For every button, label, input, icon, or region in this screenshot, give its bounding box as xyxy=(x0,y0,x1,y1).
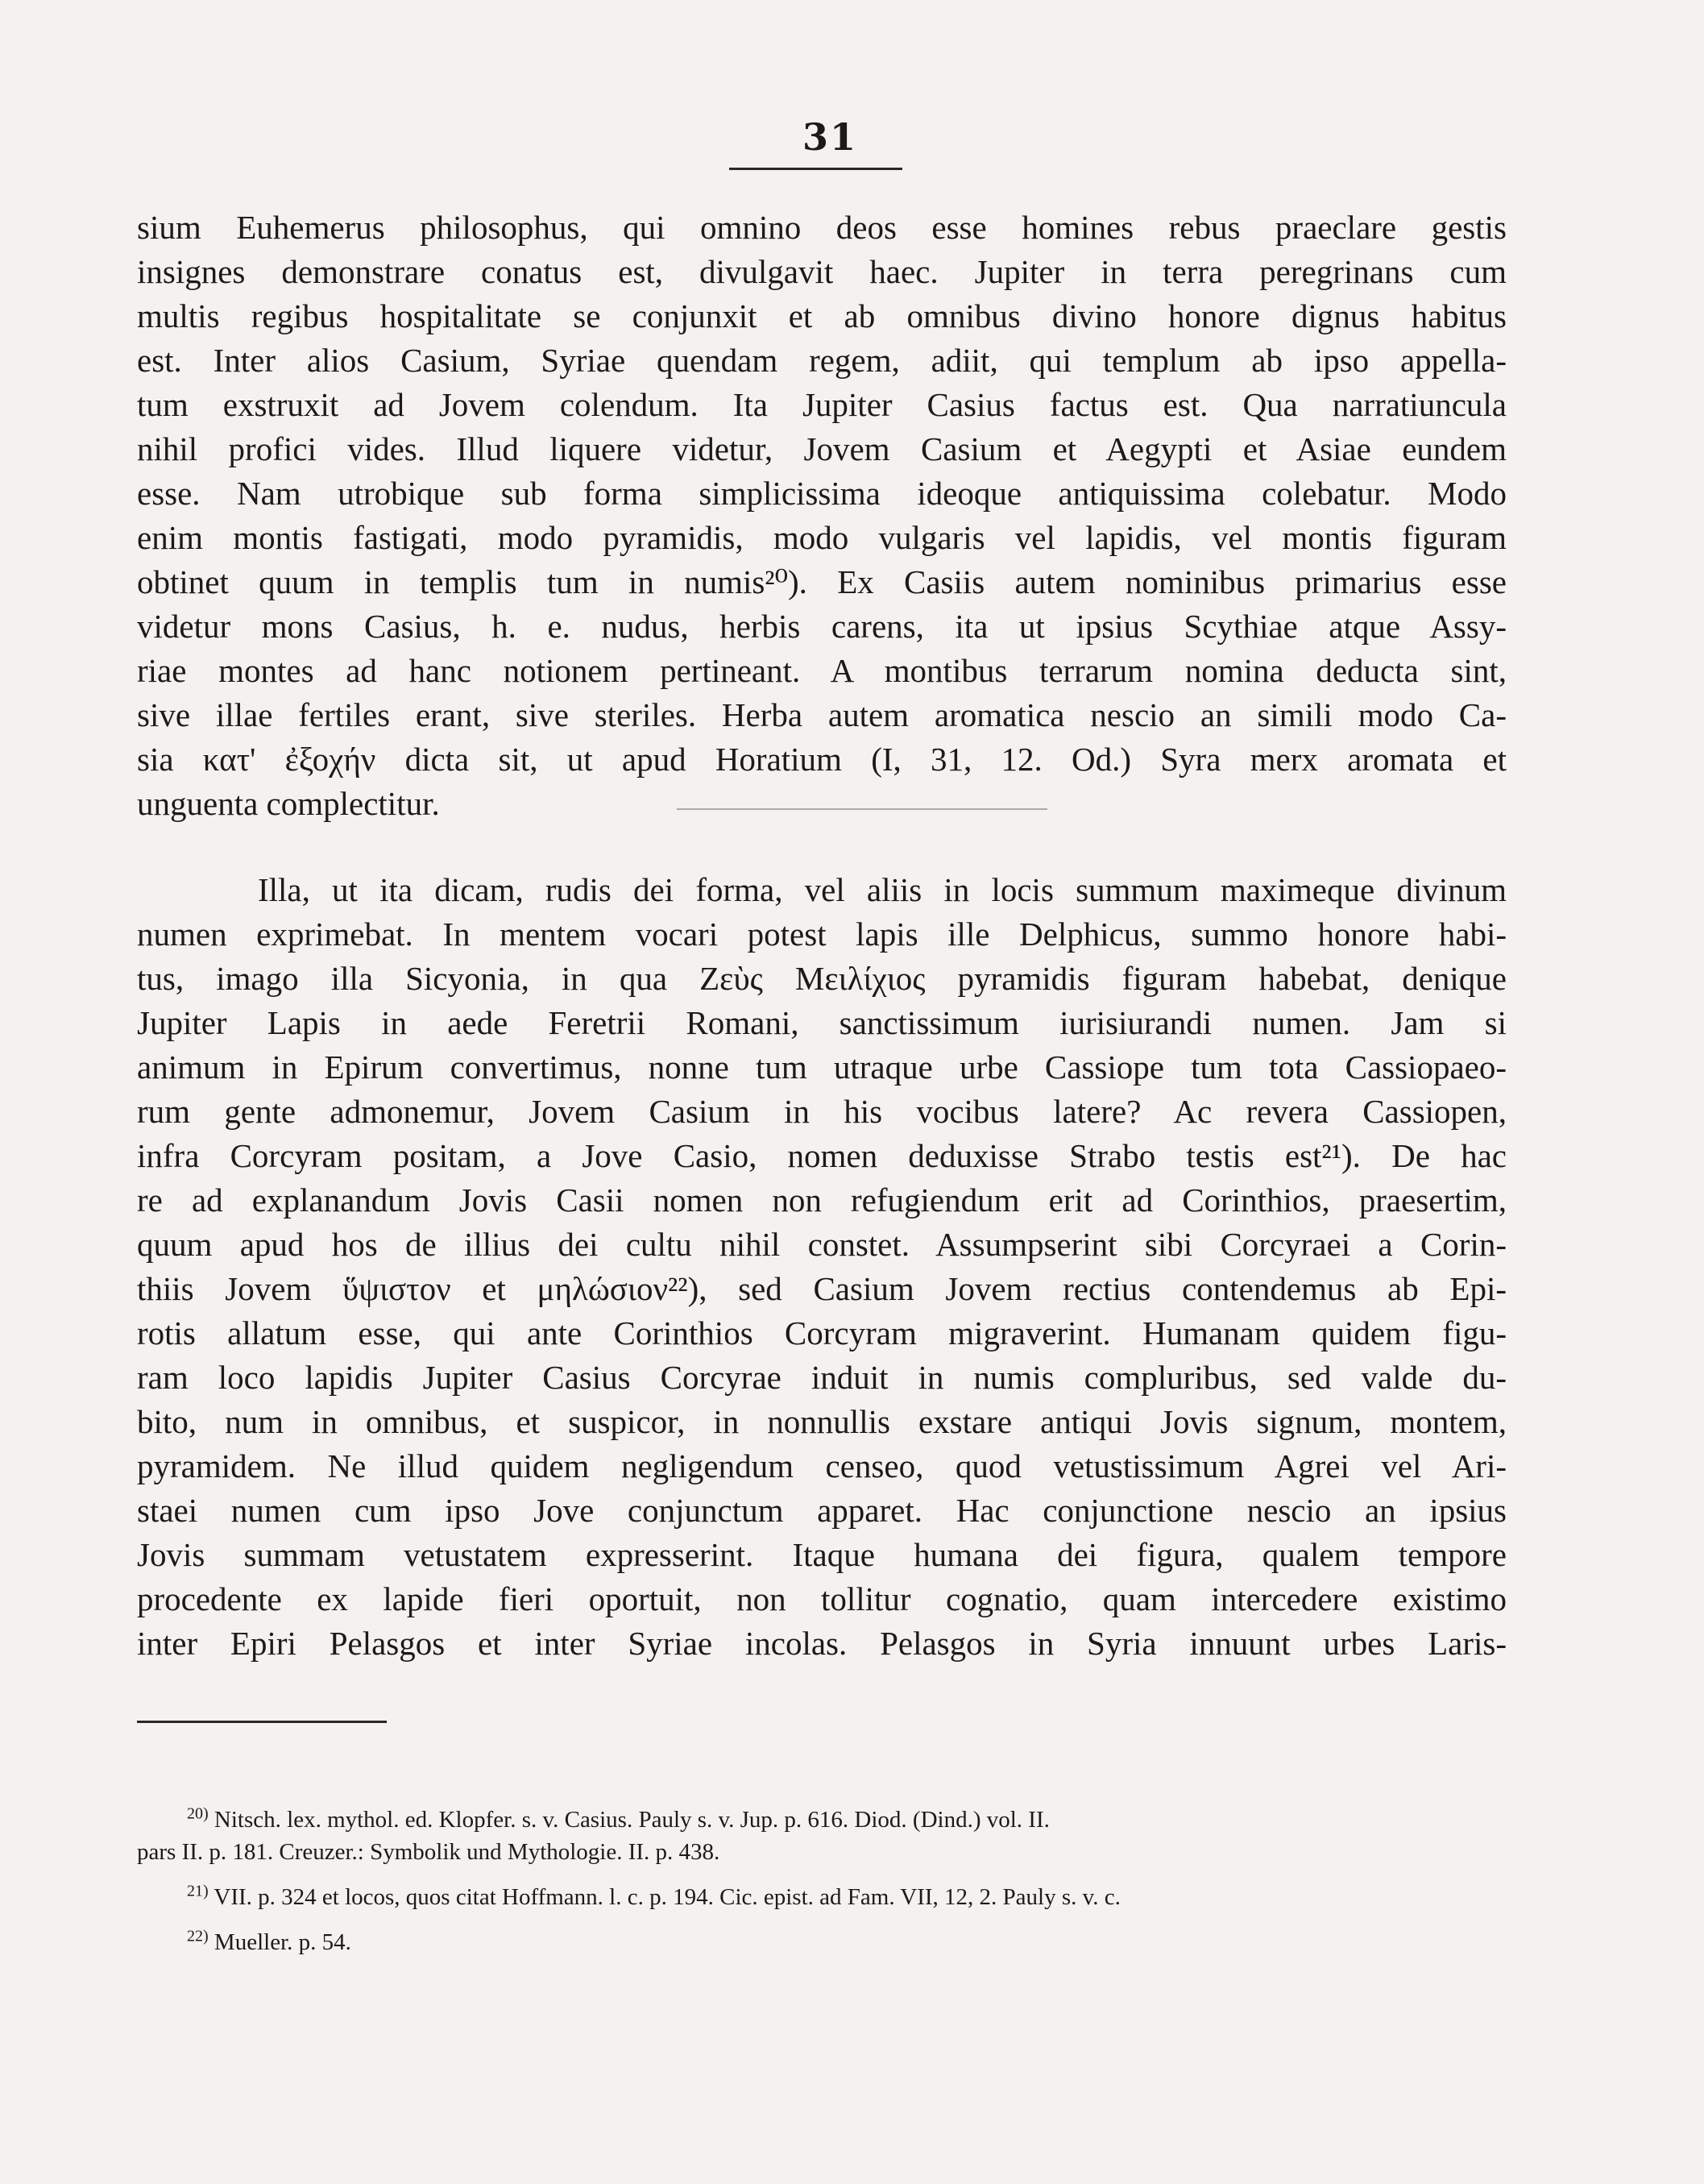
footnote-marker: 20) xyxy=(187,1804,209,1823)
text-line: insignes demonstrare conatus est, divulgavit haec. Jupiter in terra peregrinans cum xyxy=(137,253,1507,290)
text-line: rotis allatum esse, qui ante Corinthios Corcyram migraverint. Humanam quidem figu- xyxy=(137,1314,1507,1352)
text-line: pyramidem. Ne illud quidem negligendum censeo, quod vetustissimum Agrei vel Ari- xyxy=(137,1447,1507,1484)
text-line: procedente ex lapide fieri oportuit, non tollitur cognatio, quam intercedere existimo xyxy=(137,1580,1507,1617)
footnote-line: pars II. p. 181. Creuzer.: Symbolik und Mythologie. II. p. 438. xyxy=(137,1839,720,1865)
paragraph-1 xyxy=(137,206,1507,826)
text-line: Illa, ut ita dicam, rudis dei forma, vel aliis in locis summum maximeque divinum xyxy=(258,871,1507,908)
page-number: 31 xyxy=(802,115,857,159)
footnote-21 xyxy=(137,1881,1507,1913)
page-number-rule xyxy=(729,168,902,170)
text-line: animum in Epirum convertimus, nonne tum utraque urbe Cassiope tum tota Cassiopaeo- xyxy=(137,1048,1507,1086)
footnote-20 xyxy=(137,1804,1507,1868)
text-line: riae montes ad hanc notionem pertineant. A montibus terrarum nomina deducta sint, xyxy=(137,652,1507,689)
text-line: videtur mons Casius, h. e. nudus, herbis carens, ita ut ipsius Scythiae atque Assy- xyxy=(137,608,1507,645)
footnotes xyxy=(137,1804,1507,1971)
footnote-line xyxy=(137,1926,1507,1958)
text-line: tum exstruxit ad Jovem colendum. Ita Jupiter Casius factus est. Qua narratiuncula xyxy=(137,386,1507,423)
text-line: Jupiter Lapis in aede Feretrii Romani, sanctissimum iurisiurandi numen. Jam si xyxy=(137,1004,1507,1041)
footnote-text: Nitsch. lex. mythol. ed. Klopfer. s. v. Casius. Pauly s. v. Jup. p. 616. Diod. (Dind.) vol. II. xyxy=(214,1807,1050,1833)
footnote-rule xyxy=(137,1721,387,1723)
paragraph-2 xyxy=(137,868,1507,1666)
section-separator xyxy=(677,808,1047,810)
text-line: enim montis fastigati, modo pyramidis, modo vulgaris vel lapidis, vel montis figuram xyxy=(137,519,1507,556)
text-line: inter Epiri Pelasgos et inter Syriae incolas. Pelasgos in Syria innuunt urbes Laris- xyxy=(137,1625,1507,1662)
text-line: nihil profici vides. Illud liquere videtur, Jovem Casium et Aegypti et Asiae eundem xyxy=(137,430,1507,467)
text-line: rum gente admonemur, Jovem Casium in his vocibus latere? Ac revera Cassiopen, xyxy=(137,1093,1507,1130)
text-line: infra Corcyram positam, a Jove Casio, nomen deduxisse Strabo testis est²¹). De hac xyxy=(137,1137,1507,1174)
text-line: thiis Jovem ὕψιστον et μηλώσιον²²), sed Casium Jovem rectius contendemus ab Epi- xyxy=(137,1270,1507,1307)
text-line: esse. Nam utrobique sub forma simplicissima ideoque antiquissima colebatur. Modo xyxy=(137,475,1507,512)
text-line: est. Inter alios Casium, Syriae quendam regem, adiit, qui templum ab ipso appella- xyxy=(137,342,1507,379)
footnote-line xyxy=(137,1804,1507,1836)
text-line: re ad explanandum Jovis Casii nomen non refugiendum erit ad Corinthios, praesertim, xyxy=(137,1181,1507,1219)
footnote-text: Mueller. p. 54. xyxy=(214,1929,351,1955)
text-line: ram loco lapidis Jupiter Casius Corcyrae induit in numis compluribus, sed valde du- xyxy=(137,1359,1507,1396)
footnote-22 xyxy=(137,1926,1507,1958)
text-line: bito, num in omnibus, et suspicor, in nonnullis exstare antiqui Jovis signum, montem, xyxy=(137,1403,1507,1440)
text-line: quum apud hos de illius dei cultu nihil constet. Assumpserint sibi Corcyraei a Corin- xyxy=(137,1226,1507,1263)
text-line: unguenta complectitur. xyxy=(137,785,440,822)
text-line: staei numen cum ipso Jove conjunctum apparet. Hac conjunctione nescio an ipsius xyxy=(137,1492,1507,1529)
text-line: sia κατ' ἐξοχήν dicta sit, ut apud Horatium (I, 31, 12. Od.) Syra merx aromata et xyxy=(137,741,1507,778)
text-line: Jovis summam vetustatem expresserint. Itaque humana dei figura, qualem tempore xyxy=(137,1536,1507,1573)
text-line: tus, imago illa Sicyonia, in qua Ζεὺς Μειλίχιος pyramidis figuram habebat, denique xyxy=(137,960,1507,997)
text-line: obtinet quum in templis tum in numis²⁰). Ex Casiis autem nominibus primarius esse xyxy=(137,563,1507,600)
text-line: multis regibus hospitalitate se conjunxit et ab omnibus divino honore dignus habitus xyxy=(137,297,1507,334)
footnote-text: VII. p. 324 et locos, quos citat Hoffmann. l. c. p. 194. Cic. epist. ad Fam. VII, 12, 2. Pauly s. v. c. xyxy=(214,1884,1121,1910)
footnote-marker: 21) xyxy=(187,1882,209,1900)
text-line: sive illae fertiles erant, sive steriles. Herba autem aromatica nescio an simili modo Ca- xyxy=(137,696,1507,733)
footnote-marker: 22) xyxy=(187,1927,209,1945)
text-line: sium Euhemerus philosophus, qui omnino deos esse homines rebus praeclare gestis xyxy=(137,209,1507,246)
footnote-line xyxy=(137,1881,1507,1913)
text-line: numen exprimebat. In mentem vocari potest lapis ille Delphicus, summo honore habi- xyxy=(137,916,1507,953)
